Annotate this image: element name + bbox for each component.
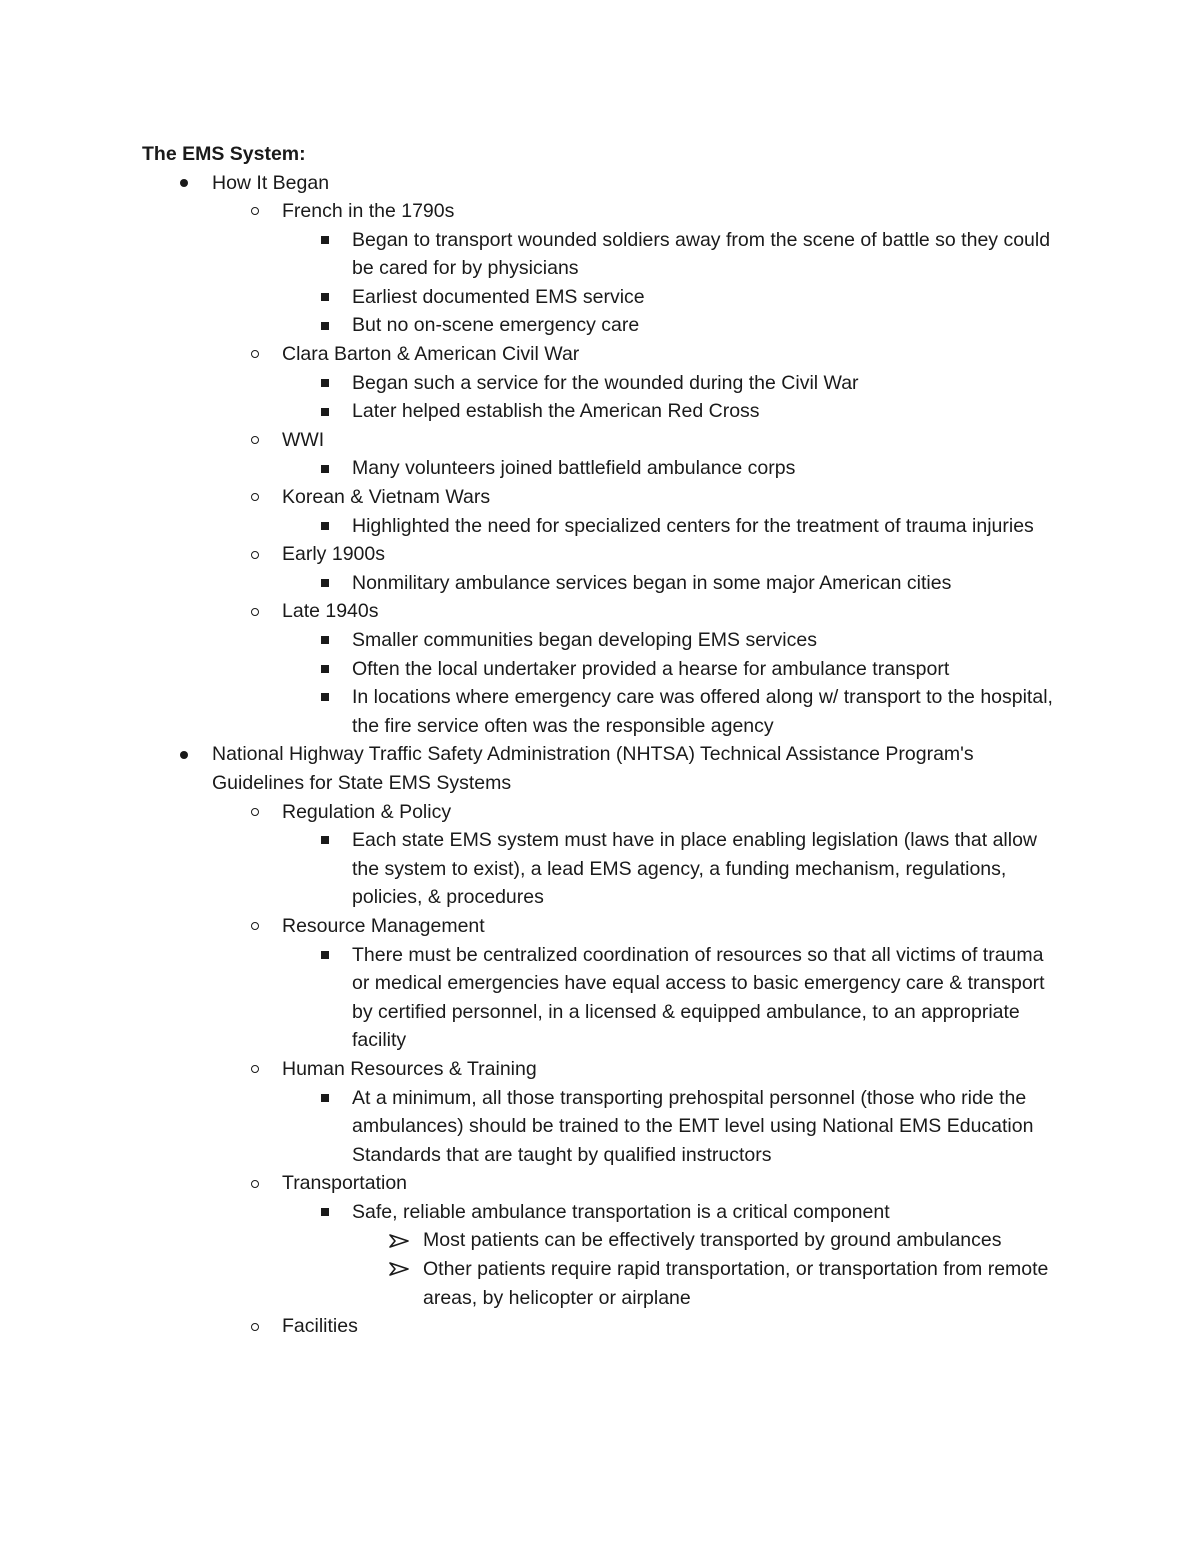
subpoint-item-text: Other patients require rapid transportation, or transportation from remote areas, by helicopter or airplane	[423, 1258, 1049, 1309]
section-item-text: How It Began	[212, 171, 330, 194]
subsection-item-text: Facilities	[282, 1315, 358, 1338]
point-item-text: Each state EMS system must have in place enabling legislation (laws that allow the system to exist), a lead EMS agency, a funding mechanism, regulations, policies, & procedures	[352, 829, 1038, 909]
point-item	[0, 1198, 1060, 1227]
point-item-text: Safe, reliable ambulance transportation is a critical component	[352, 1200, 890, 1223]
square-bullet-icon	[314, 454, 336, 483]
point-item	[0, 512, 1060, 541]
circle-bullet-icon	[244, 483, 266, 512]
document-title: The EMS System:	[142, 143, 306, 165]
point-item	[0, 626, 1060, 655]
point-item	[0, 397, 1060, 426]
point-item	[0, 1084, 1060, 1170]
arrowhead-bullet-icon	[386, 1255, 412, 1284]
point-item	[0, 569, 1060, 598]
subsection-item-text: Korean & Vietnam Wars	[282, 486, 491, 509]
subsection-item-text: Resource Management	[282, 914, 485, 937]
square-bullet-icon	[314, 941, 336, 970]
square-bullet-icon	[314, 569, 336, 598]
circle-bullet-icon	[244, 197, 266, 226]
point-item-text: Highlighted the need for specialized centers for the treatment of trauma injuries	[352, 514, 1034, 537]
subsection-item-text: Late 1940s	[282, 600, 379, 623]
outline-list	[0, 169, 1060, 1341]
subsection-item	[0, 426, 1060, 455]
subsection-item	[0, 197, 1060, 226]
point-item-text: Nonmilitary ambulance services began in some major American cities	[352, 571, 952, 594]
square-bullet-icon	[314, 1084, 336, 1113]
subsection-item-text: Early 1900s	[282, 543, 385, 566]
circle-bullet-icon	[244, 1169, 266, 1198]
point-item-text: Began such a service for the wounded during the Civil War	[352, 371, 859, 394]
point-item	[0, 826, 1060, 912]
point-item-text: In locations where emergency care was offered along w/ transport to the hospital, the fire service often was the responsible agency	[352, 686, 1053, 737]
point-item	[0, 369, 1060, 398]
subsection-item	[0, 483, 1060, 512]
subsection-item-text: Regulation & Policy	[282, 800, 452, 823]
arrowhead-bullet-icon	[386, 1226, 412, 1255]
circle-bullet-icon	[244, 912, 266, 941]
point-item	[0, 454, 1060, 483]
square-bullet-icon	[314, 311, 336, 340]
subpoint-item-text: Most patients can be effectively transported by ground ambulances	[423, 1229, 1002, 1252]
point-item-text: Many volunteers joined battlefield ambulance corps	[352, 457, 796, 480]
point-item-text: Smaller communities began developing EMS services	[352, 629, 817, 651]
point-item-text: But no on-scene emergency care	[352, 314, 640, 337]
subsection-item	[0, 597, 1060, 626]
point-item	[0, 683, 1060, 740]
square-bullet-icon	[314, 226, 336, 255]
section-item	[0, 169, 1060, 198]
circle-bullet-icon	[244, 1055, 266, 1084]
square-bullet-icon	[314, 369, 336, 398]
section-item-text: National Highway Traffic Safety Administration (NHTSA) Technical Assistance Program's Guidelines for State EMS Systems	[212, 743, 974, 794]
point-item-text: Began to transport wounded soldiers away from the scene of battle so they could be cared for by physicians	[352, 228, 1051, 280]
subsection-item	[0, 798, 1060, 827]
subsection-item	[0, 912, 1060, 941]
square-bullet-icon	[314, 826, 336, 855]
point-item	[0, 226, 1060, 283]
subsection-item-text: Human Resources & Training	[282, 1057, 537, 1080]
square-bullet-icon	[314, 655, 336, 684]
point-item	[0, 283, 1060, 312]
square-bullet-icon	[314, 512, 336, 541]
circle-bullet-icon	[244, 798, 266, 827]
circle-bullet-icon	[244, 540, 266, 569]
subsection-item	[0, 1055, 1060, 1084]
subsection-item	[0, 1312, 1060, 1341]
square-bullet-icon	[314, 1198, 336, 1227]
subsection-item	[0, 340, 1060, 369]
point-item-text: There must be centralized coordination of resources so that all victims of trauma or medical emergencies have equal access to basic emergency care & transport by certified personnel, in a licensed & equipped ambulance, to an appropriate facility	[352, 943, 1045, 1052]
subsection-item-text: French in the 1790s	[282, 200, 455, 223]
subpoint-item	[0, 1255, 1060, 1312]
subsection-item-text: Transportation	[282, 1172, 408, 1195]
disc-bullet-icon	[173, 740, 195, 769]
point-item-text: Earliest documented EMS service	[352, 285, 645, 308]
subpoint-item	[0, 1226, 1060, 1255]
point-item	[0, 941, 1060, 1055]
square-bullet-icon	[314, 397, 336, 426]
point-item-text: Later helped establish the American Red Cross	[352, 400, 760, 423]
point-item-text: Often the local undertaker provided a hearse for ambulance transport	[352, 657, 950, 680]
section-item	[0, 740, 1060, 797]
disc-bullet-icon	[173, 169, 195, 198]
circle-bullet-icon	[244, 1312, 266, 1341]
circle-bullet-icon	[244, 597, 266, 626]
subsection-item-text: Clara Barton & American Civil War	[282, 343, 580, 366]
subsection-item	[0, 1169, 1060, 1198]
point-item-text: At a minimum, all those transporting prehospital personnel (those who ride the ambulances) should be trained to the EMT level using National EMS Education Standards that are taught by qualified instructors	[352, 1086, 1034, 1166]
square-bullet-icon	[314, 283, 336, 312]
point-item	[0, 311, 1060, 340]
circle-bullet-icon	[244, 426, 266, 455]
subsection-item	[0, 540, 1060, 569]
square-bullet-icon	[314, 683, 336, 712]
square-bullet-icon	[314, 626, 336, 655]
subsection-item-text: WWI	[282, 428, 325, 451]
circle-bullet-icon	[244, 340, 266, 369]
point-item	[0, 655, 1060, 684]
